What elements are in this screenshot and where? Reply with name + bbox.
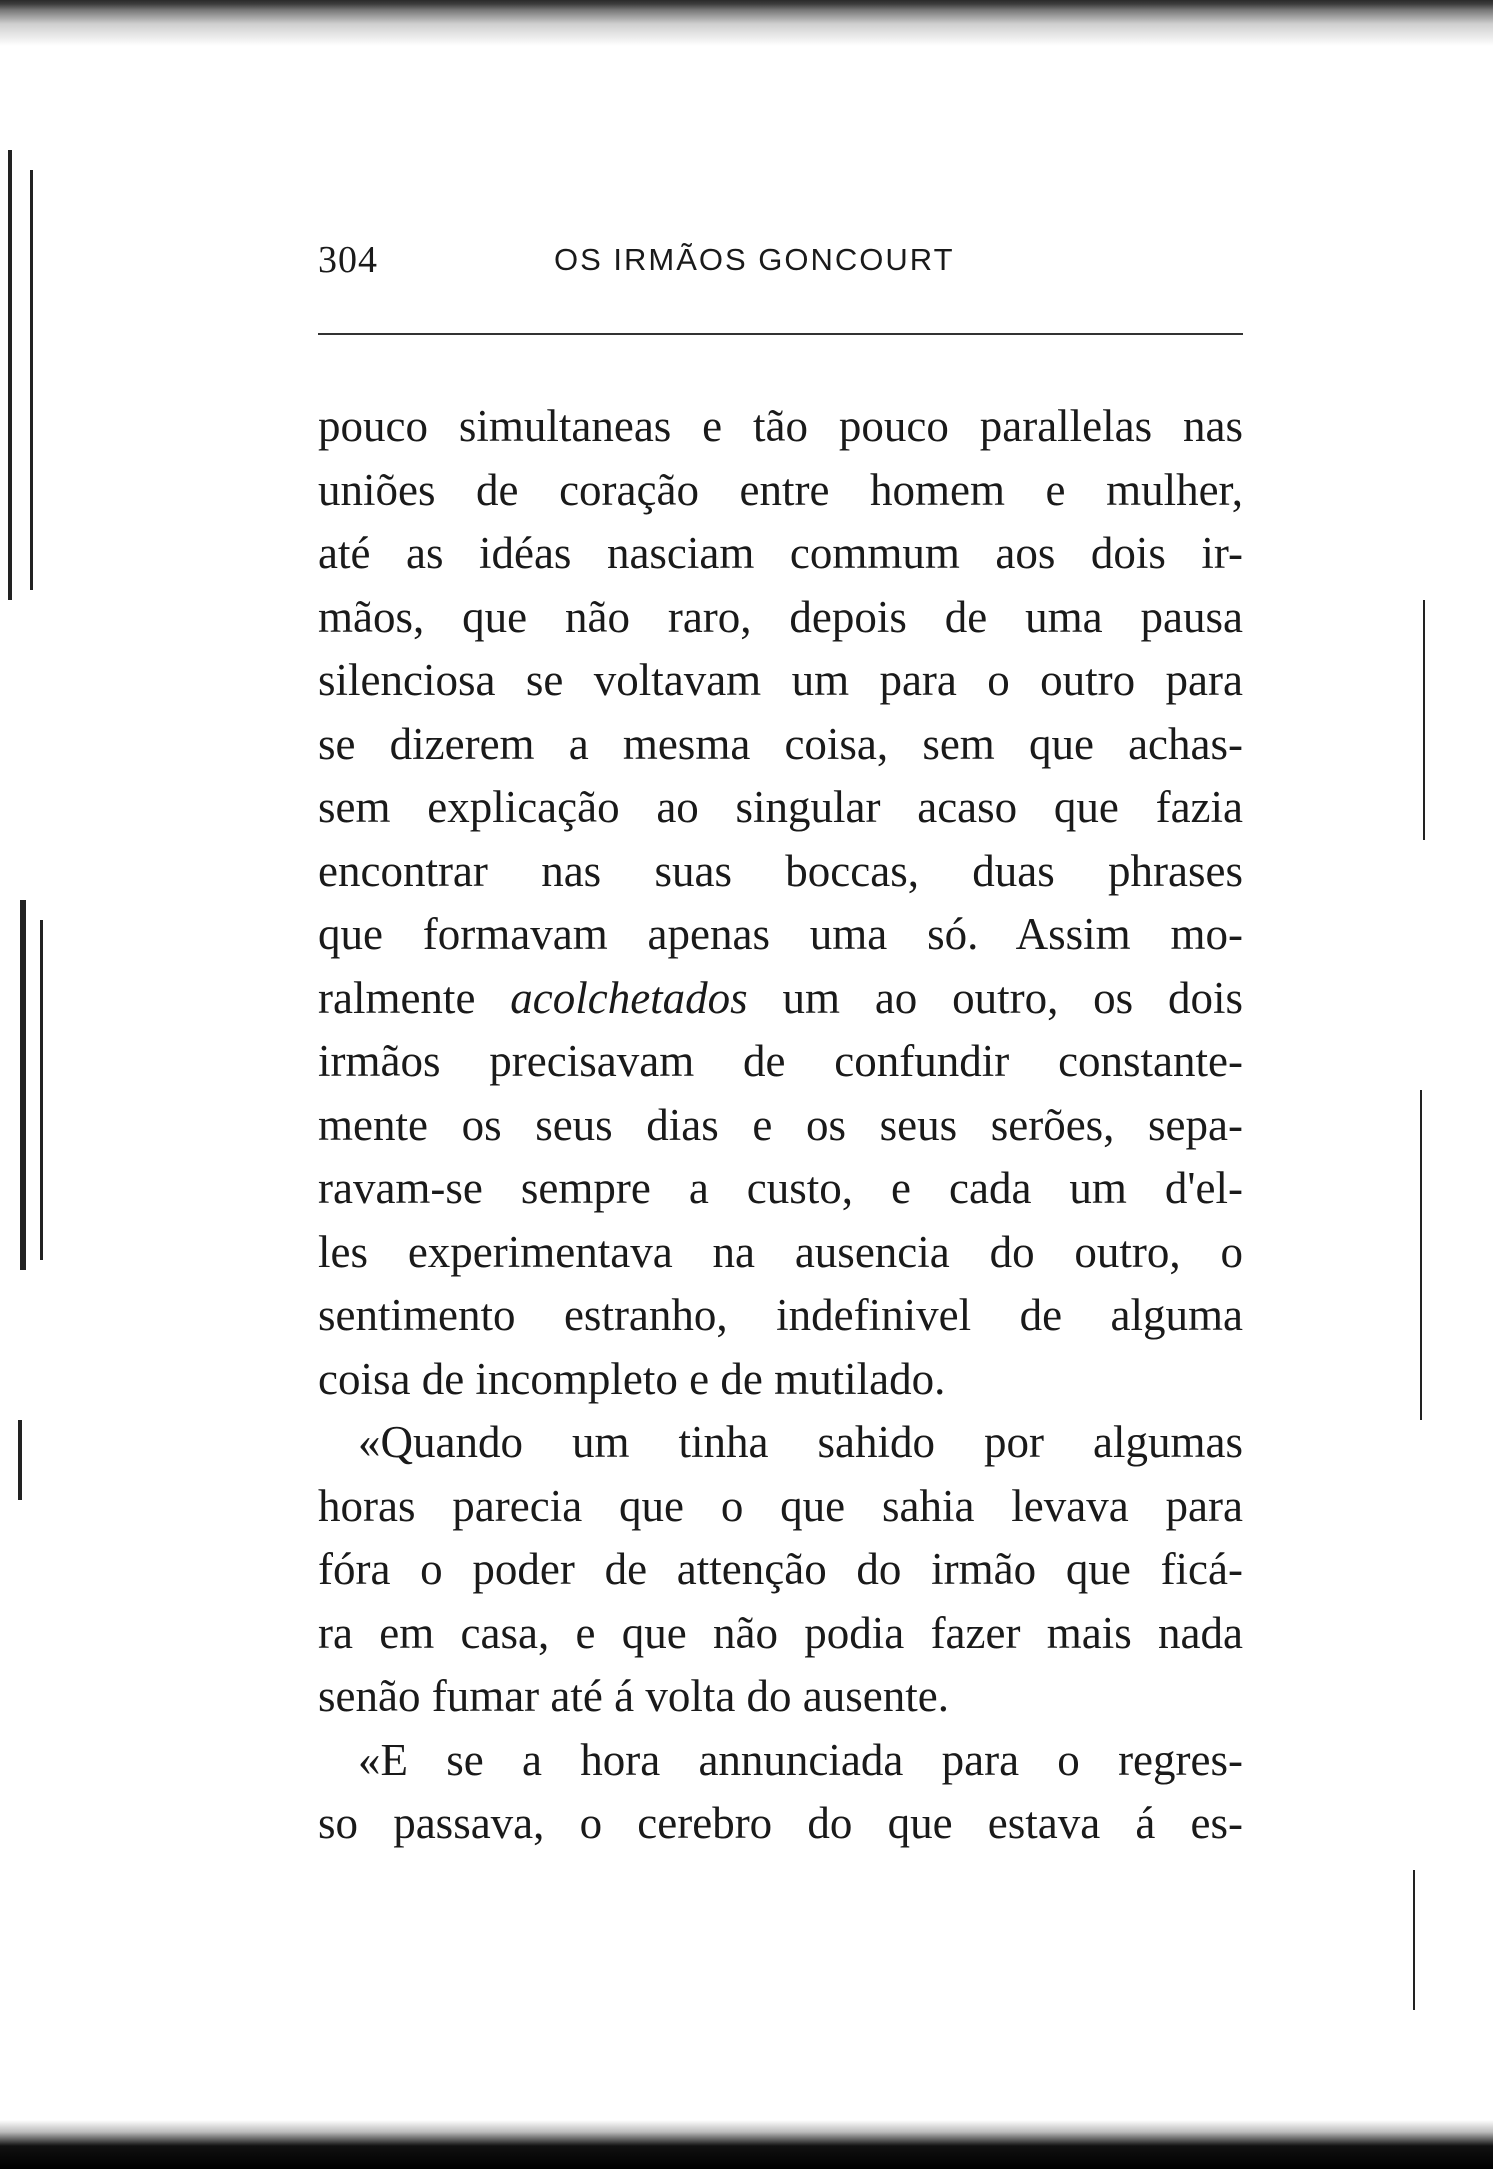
text-line: se dizerem a mesma coisa, sem que achas- <box>318 718 1243 769</box>
right-edge-mark <box>1423 600 1425 840</box>
text-line: ra em casa, e que não podia fazer mais nada <box>318 1607 1243 1658</box>
text-line: encontrar nas suas boccas, duas phrases <box>318 845 1243 896</box>
left-binding-mark <box>20 900 26 1270</box>
text-line: «Quando um tinha sahido por algumas <box>358 1417 1243 1467</box>
text-line: fóra o poder de attenção do irmão que ficá- <box>318 1544 1243 1594</box>
left-binding-mark <box>18 1420 22 1500</box>
page-number: 304 <box>318 239 378 281</box>
page-header <box>318 238 1243 298</box>
text-line: coisa de incompleto e de mutilado. <box>318 1353 946 1404</box>
left-binding-mark <box>8 150 12 600</box>
text-line: ravam-se sempre a custo, e cada um d'el- <box>318 1163 1243 1213</box>
text-fragment: ralmente <box>318 972 476 1023</box>
text-line: irmãos precisavam de confundir constante- <box>318 1036 1243 1086</box>
text-line: mãos, que não raro, depois de uma pausa <box>318 591 1243 642</box>
running-head: OS IRMÃOS GONCOURT <box>554 242 955 277</box>
text-line: até as idéas nasciam commum aos dois ir- <box>318 528 1243 578</box>
text-line: sentimento estranho, indefinivel de alguma <box>318 1290 1243 1340</box>
text-line: pouco simultaneas e tão pouco parallelas nas <box>318 401 1243 451</box>
right-edge-mark <box>1420 1090 1422 1420</box>
text-line: senão fumar até á volta do ausente. <box>318 1671 949 1721</box>
text-line: que formavam apenas uma só. Assim mo- <box>318 909 1243 959</box>
text-line: sem explicação ao singular acaso que fazia <box>318 782 1243 832</box>
scan-top-edge <box>0 0 1493 48</box>
text-line: silenciosa se voltavam um para o outro para <box>318 655 1243 705</box>
italic-word: acolchetados <box>510 972 748 1023</box>
header-rule <box>318 333 1243 335</box>
text-line: mente os seus dias e os seus serões, sepa- <box>318 1099 1243 1150</box>
scan-bottom-edge <box>0 2120 1493 2169</box>
left-binding-mark <box>30 170 33 590</box>
text-line-mixed <box>318 967 1243 1031</box>
text-line: so passava, o cerebro do que estava á es- <box>318 1798 1243 1848</box>
text-fragment: um ao outro, os dois <box>782 972 1244 1023</box>
text-line: «E se a hora annunciada para o regres- <box>358 1734 1243 1785</box>
text-line: uniões de coração entre homem e mulher, <box>318 464 1243 515</box>
text-line: les experimentava na ausencia do outro, o <box>318 1226 1243 1277</box>
right-edge-mark <box>1413 1870 1415 2010</box>
left-binding-mark <box>40 920 43 1260</box>
text-line: horas parecia que o que sahia levava para <box>318 1480 1243 1531</box>
body-text <box>318 395 1243 1856</box>
